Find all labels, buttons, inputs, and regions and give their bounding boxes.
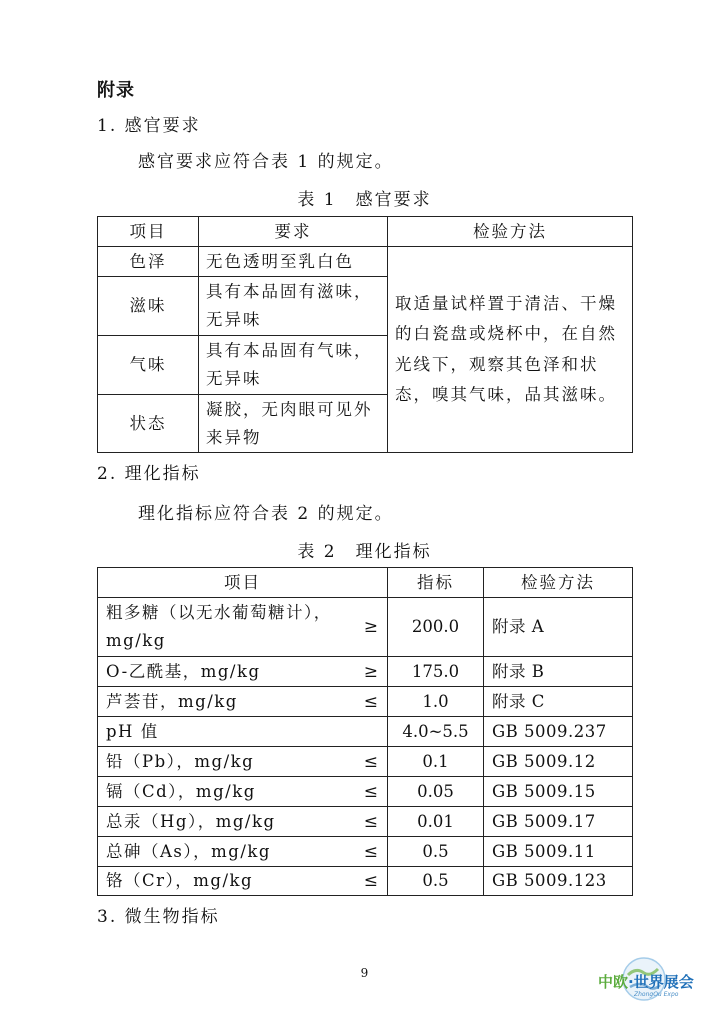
row-item: 色泽 (98, 247, 199, 277)
row-value: 0.01 (388, 807, 484, 837)
page-number: 9 (360, 966, 369, 980)
row-operator: ≥ (363, 661, 378, 682)
row-value: 0.5 (388, 837, 484, 867)
row-operator: ≥ (363, 617, 378, 637)
row-item: 总汞（Hg），mg/kg (106, 811, 276, 831)
watermark-subtext: ZhongOu Expo (634, 991, 679, 998)
row-value: 1.0 (388, 687, 484, 717)
table-header-row (98, 568, 633, 598)
row-operator: ≤ (363, 781, 378, 802)
row-item: 总砷（As），mg/kg (106, 841, 271, 861)
row-item: 铬（Cr），mg/kg (106, 871, 254, 890)
appendix-heading: 附录 (97, 80, 135, 101)
row-operator: ≤ (363, 691, 378, 712)
row-value: 0.1 (388, 747, 484, 777)
table-row (98, 717, 633, 747)
section-1-intro: 感官要求应符合表 1 的规定。 (138, 152, 394, 172)
row-item: 芦荟苷，mg/kg (106, 691, 238, 711)
table-row (98, 807, 633, 837)
header-item: 项目 (98, 217, 199, 247)
row-method: GB 5009.11 (484, 837, 633, 867)
row-operator: ≤ (363, 811, 378, 832)
row-method: 附录 B (484, 657, 633, 687)
table-row (98, 247, 633, 277)
watermark-text (598, 971, 694, 992)
header-requirement: 要求 (199, 217, 388, 247)
row-value: 200.0 (388, 598, 484, 657)
row-method: GB 5009.12 (484, 747, 633, 777)
table-row (98, 747, 633, 777)
section-2-title: 2. 理化指标 (97, 464, 201, 484)
row-requirement: 无色透明至乳白色 (199, 247, 388, 277)
inspection-method-cell: 取适量试样置于清洁、干燥的白瓷盘或烧杯中，在自然光线下，观察其色泽和状态，嗅其气味，品其滋味。 (388, 247, 633, 453)
row-requirement: 具有本品固有气味，无异味 (199, 336, 388, 395)
table-2-caption: 表 2 理化指标 (297, 542, 432, 562)
section-1-title: 1. 感官要求 (97, 116, 201, 136)
row-method: 附录 C (484, 687, 633, 717)
watermark-logo (598, 955, 702, 1005)
sensory-requirements-table (97, 216, 633, 453)
row-method: GB 5009.237 (484, 717, 633, 747)
row-value: 4.0~5.5 (388, 717, 484, 747)
header-item: 项目 (98, 568, 388, 598)
row-operator: ≤ (363, 871, 378, 891)
row-value: 0.05 (388, 777, 484, 807)
table-row (98, 867, 633, 896)
section-2-intro: 理化指标应符合表 2 的规定。 (138, 504, 394, 524)
row-item: 镉（Cd），mg/kg (106, 781, 256, 801)
physicochemical-table (97, 567, 633, 896)
section-3-title: 3. 微生物指标 (97, 907, 220, 927)
table-row (98, 837, 633, 867)
row-item: 状态 (98, 395, 199, 453)
row-requirement: 凝胶，无肉眼可见外来异物 (199, 395, 388, 453)
row-method: GB 5009.15 (484, 777, 633, 807)
row-operator: ≤ (363, 751, 378, 772)
row-requirement: 具有本品固有滋味，无异味 (199, 277, 388, 336)
watermark-text-part2: ·世界展会 (628, 973, 694, 991)
row-value: 0.5 (388, 867, 484, 896)
row-item: 滋味 (98, 277, 199, 336)
header-method: 检验方法 (388, 217, 633, 247)
row-item: 铅（Pb），mg/kg (106, 751, 255, 771)
row-item: pH 值 (106, 721, 159, 741)
header-method: 检验方法 (484, 568, 633, 598)
row-value: 175.0 (388, 657, 484, 687)
table-row (98, 777, 633, 807)
row-item: 粗多糖（以无水葡萄糖计），mg/kg (106, 603, 332, 650)
header-index: 指标 (388, 568, 484, 598)
table-row (98, 598, 633, 657)
row-method: 附录 A (484, 598, 633, 657)
table-row (98, 687, 633, 717)
row-operator: ≤ (363, 841, 378, 862)
watermark-text-part1: 中欧 (598, 973, 629, 991)
row-method: GB 5009.123 (484, 867, 633, 896)
table-row (98, 657, 633, 687)
table-header-row (98, 217, 633, 247)
row-item: O-乙酰基，mg/kg (106, 661, 261, 681)
row-method: GB 5009.17 (484, 807, 633, 837)
table-1-caption: 表 1 感官要求 (297, 190, 432, 210)
row-item: 气味 (98, 336, 199, 395)
